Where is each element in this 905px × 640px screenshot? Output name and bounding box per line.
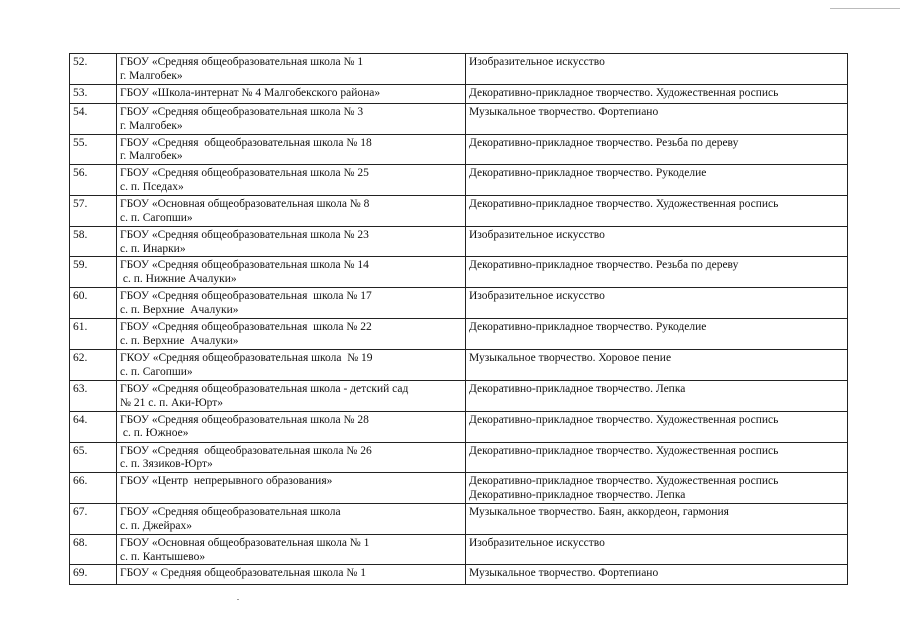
school-name-line: ГБОУ «Средняя общеобразовательная школа № 28 <box>120 413 369 426</box>
direction-cell <box>466 534 848 565</box>
school-name-line: ГБОУ «Средняя общеобразовательная школа № 22 <box>120 321 372 334</box>
direction-line: Музыкальное творчество. Баян, аккордеон, гармония <box>469 506 729 519</box>
school-name-line: ГБОУ «Средняя общеобразовательная школа № 3 <box>120 106 364 118</box>
school-name-line: ГБОУ «Средняя общеобразовательная школа № 25 <box>120 167 369 180</box>
row-number: 67. <box>70 504 117 535</box>
row-number: 66. <box>70 473 117 504</box>
schools-table <box>69 53 848 585</box>
row-number: 56. <box>70 165 117 196</box>
table-row <box>70 534 848 565</box>
school-name-line: с. п. Верхние Ачалуки» <box>120 335 239 348</box>
school-name-line: с. п. Джейрах» <box>120 519 193 532</box>
school-name-line: ГБОУ «Средняя общеобразовательная школа № 18 <box>120 136 372 149</box>
direction-line: Музыкальное творчество. Хоровое пение <box>469 351 672 364</box>
school-name-line: с. п. Зязиков-Юрт» <box>120 458 213 471</box>
school-name-line: ГБОУ «Средняя общеобразовательная школа № 26 <box>120 444 372 457</box>
direction-cell <box>466 349 848 380</box>
page-corner-line <box>830 8 900 9</box>
direction-line: Декоративно-прикладное творчество. Рукоделие <box>469 321 707 334</box>
direction-line: Декоративно-прикладное творчество. Художественная роспись <box>469 87 779 99</box>
school-name-line: ГБОУ «Средняя общеобразовательная школа № 1 <box>120 56 364 68</box>
direction-cell <box>466 85 848 104</box>
direction-line: Декоративно-прикладное творчество. Лепка <box>469 382 686 395</box>
direction-line: Изобразительное искусство <box>469 56 605 68</box>
direction-cell <box>466 319 848 350</box>
school-name-cell <box>117 165 466 196</box>
school-name-cell <box>117 411 466 442</box>
school-name-line: с. п. Южное» <box>120 427 189 440</box>
school-name-cell <box>117 54 466 85</box>
school-name-cell <box>117 319 466 350</box>
row-number: 54. <box>70 104 117 135</box>
school-name-line: ГБОУ «Средняя общеобразовательная школа № 23 <box>120 228 369 241</box>
direction-line: Музыкальное творчество. Фортепиано <box>469 567 659 580</box>
direction-cell <box>466 565 848 585</box>
direction-line: Изобразительное искусство <box>469 290 605 303</box>
direction-line: Декоративно-прикладное творчество. Художественная роспись <box>469 197 779 210</box>
school-name-line: с. п. Сагопши» <box>120 365 193 378</box>
direction-line: Музыкальное творчество. Фортепиано <box>469 106 659 118</box>
school-name-cell <box>117 134 466 165</box>
row-number: 65. <box>70 442 117 473</box>
school-name-cell <box>117 473 466 504</box>
direction-line: Декоративно-прикладное творчество. Рукоделие <box>469 167 707 180</box>
row-number: 64. <box>70 411 117 442</box>
table-row <box>70 380 848 411</box>
table-row <box>70 134 848 165</box>
direction-line: Декоративно-прикладное творчество. Лепка <box>469 488 686 501</box>
school-name-cell <box>117 85 466 104</box>
table-row <box>70 195 848 226</box>
school-name-line: ГБОУ «Средняя общеобразовательная школа № 14 <box>120 259 369 272</box>
direction-line: Декоративно-прикладное творчество. Художественная роспись <box>469 475 779 488</box>
school-name-cell <box>117 195 466 226</box>
school-name-line: г. Малгобек» <box>120 150 183 163</box>
school-name-cell <box>117 380 466 411</box>
school-name-cell <box>117 565 466 585</box>
table-row <box>70 104 848 135</box>
direction-line: Декоративно-прикладное творчество. Резьба по дереву <box>469 136 739 149</box>
row-number: 53. <box>70 85 117 104</box>
row-number: 57. <box>70 195 117 226</box>
school-name-line: ГКОУ «Средняя общеобразовательная школа № 19 <box>120 351 373 364</box>
direction-cell <box>466 504 848 535</box>
table-row <box>70 257 848 288</box>
row-number: 55. <box>70 134 117 165</box>
school-name-line: с. п. Верхние Ачалуки» <box>120 304 239 317</box>
table-row <box>70 226 848 257</box>
direction-cell <box>466 226 848 257</box>
school-name-cell <box>117 226 466 257</box>
school-name-cell <box>117 442 466 473</box>
direction-line: Декоративно-прикладное творчество. Художественная роспись <box>469 444 779 457</box>
direction-cell <box>466 104 848 135</box>
row-number: 61. <box>70 319 117 350</box>
school-name-line: № 21 с. п. Аки-Юрт» <box>120 396 224 409</box>
direction-cell <box>466 473 848 504</box>
direction-cell <box>466 288 848 319</box>
school-name-line: г. Малгобек» <box>120 69 183 82</box>
table-row <box>70 565 848 585</box>
schools-table-body <box>70 54 848 585</box>
direction-cell <box>466 380 848 411</box>
school-name-line: с. п. Кантышево» <box>120 550 206 563</box>
school-name-line: с. п. Сагопши» <box>120 211 193 224</box>
direction-line: Декоративно-прикладное творчество. Художественная роспись <box>469 413 779 426</box>
table-row <box>70 85 848 104</box>
table-row <box>70 54 848 85</box>
school-name-line: ГБОУ «Средняя общеобразовательная школа <box>120 506 341 519</box>
direction-line: Изобразительное искусство <box>469 536 605 549</box>
row-number: 62. <box>70 349 117 380</box>
school-name-cell <box>117 104 466 135</box>
direction-cell <box>466 134 848 165</box>
direction-cell <box>466 257 848 288</box>
direction-cell <box>466 165 848 196</box>
school-name-cell <box>117 288 466 319</box>
table-row <box>70 288 848 319</box>
school-name-line: с. п. Нижние Ачалуки» <box>120 273 237 286</box>
row-number: 63. <box>70 380 117 411</box>
school-name-cell <box>117 257 466 288</box>
school-name-cell <box>117 534 466 565</box>
school-name-line: ГБОУ « Средняя общеобразовательная школа № 1 <box>120 567 366 580</box>
table-row <box>70 349 848 380</box>
table-row <box>70 442 848 473</box>
school-name-line: с. п. Пседах» <box>120 180 184 193</box>
direction-cell <box>466 195 848 226</box>
school-name-line: ГБОУ «Средняя общеобразовательная школа - детский сад <box>120 382 409 395</box>
direction-line: Декоративно-прикладное творчество. Резьба по дереву <box>469 259 739 272</box>
row-number: 58. <box>70 226 117 257</box>
row-number: 52. <box>70 54 117 85</box>
table-row <box>70 319 848 350</box>
table-row <box>70 411 848 442</box>
direction-cell <box>466 442 848 473</box>
school-name-cell <box>117 504 466 535</box>
row-number: 69. <box>70 565 117 585</box>
row-number: 59. <box>70 257 117 288</box>
school-name-line: ГБОУ «Школа-интернат № 4 Малгобекского района» <box>120 87 381 99</box>
school-name-cell <box>117 349 466 380</box>
school-name-line: ГБОУ «Средняя общеобразовательная школа № 17 <box>120 290 372 303</box>
scan-speck <box>237 599 239 600</box>
direction-cell <box>466 54 848 85</box>
school-name-line: с. п. Инарки» <box>120 242 186 255</box>
table-row <box>70 473 848 504</box>
row-number: 68. <box>70 534 117 565</box>
table-row <box>70 165 848 196</box>
direction-line: Изобразительное искусство <box>469 228 605 241</box>
school-name-line: г. Малгобек» <box>120 119 183 132</box>
table-row <box>70 504 848 535</box>
school-name-line: ГБОУ «Основная общеобразовательная школа № 8 <box>120 197 370 210</box>
direction-cell <box>466 411 848 442</box>
school-name-line: ГБОУ «Основная общеобразовательная школа № 1 <box>120 536 370 549</box>
row-number: 60. <box>70 288 117 319</box>
school-name-line: ГБОУ «Центр непрерывного образования» <box>120 475 333 488</box>
